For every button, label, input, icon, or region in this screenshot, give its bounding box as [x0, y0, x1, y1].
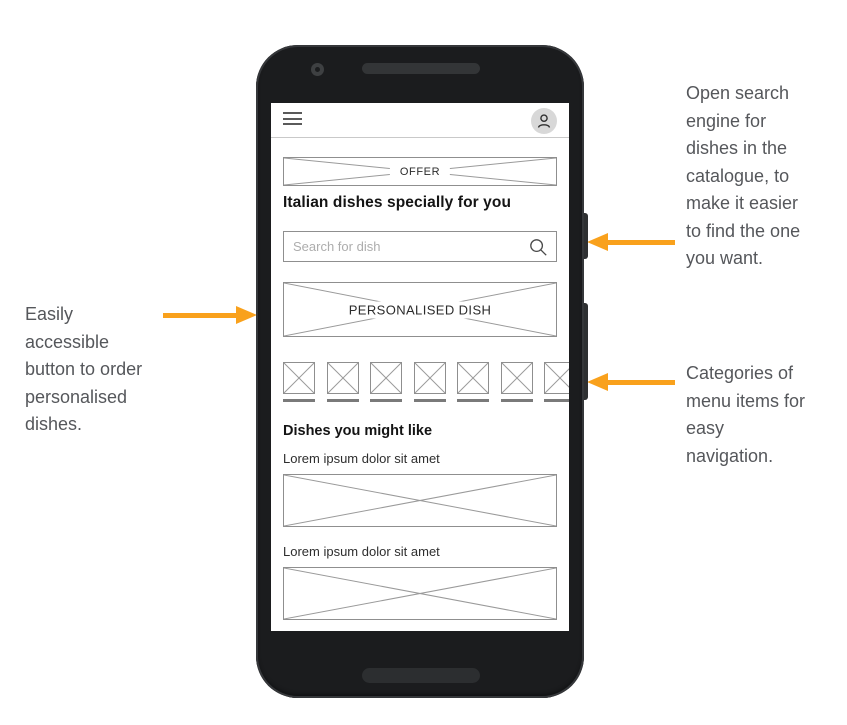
- magnifier-icon[interactable]: [529, 238, 548, 257]
- category-list: [283, 362, 569, 402]
- dish-caption: Lorem ipsum dolor sit amet: [283, 451, 440, 466]
- category-item[interactable]: [501, 362, 533, 402]
- earpiece-speaker: [362, 63, 480, 74]
- dish-caption: Lorem ipsum dolor sit amet: [283, 544, 440, 559]
- profile-avatar[interactable]: [531, 108, 557, 134]
- category-underline: [544, 399, 569, 402]
- dish-image-placeholder[interactable]: [283, 474, 557, 527]
- dish-image-placeholder[interactable]: [283, 567, 557, 620]
- annotation-categories: Categories of menu items for easy navigation.: [686, 363, 806, 466]
- category-item[interactable]: [457, 362, 489, 402]
- category-underline: [501, 399, 533, 402]
- category-item[interactable]: [283, 362, 315, 402]
- front-camera: [311, 63, 324, 76]
- category-underline: [457, 399, 489, 402]
- offer-banner-label: OFFER: [390, 165, 450, 179]
- app-bar: [271, 103, 569, 138]
- category-underline: [370, 399, 402, 402]
- section-title-suggested: Dishes you might like: [283, 423, 433, 439]
- app-screen: [271, 103, 569, 631]
- person-icon: [535, 112, 553, 130]
- personalised-dish-label: PERSONALISED DISH: [339, 301, 502, 318]
- annotation-search-engine: Open search engine for dishes in the catalogue, to make it easier to find the one you want.: [686, 83, 801, 268]
- category-image-placeholder: [457, 362, 489, 394]
- search-bar: [283, 231, 557, 262]
- category-image-placeholder: [414, 362, 446, 394]
- category-image-placeholder: [501, 362, 533, 394]
- category-image-placeholder: [327, 362, 359, 394]
- category-item[interactable]: [544, 362, 569, 402]
- category-image-placeholder: [544, 362, 569, 394]
- category-image-placeholder: [283, 362, 315, 394]
- category-item[interactable]: [370, 362, 402, 402]
- arrow-right-icon: [163, 306, 257, 325]
- category-underline: [327, 399, 359, 402]
- offer-banner[interactable]: [283, 157, 557, 186]
- category-underline: [283, 399, 315, 402]
- hamburger-menu-icon[interactable]: [283, 112, 302, 129]
- category-image-placeholder: [370, 362, 402, 394]
- arrow-left-icon: [587, 373, 675, 392]
- category-underline: [414, 399, 446, 402]
- arrow-left-icon: [587, 233, 675, 252]
- personalised-dish-button[interactable]: [283, 282, 557, 337]
- category-item[interactable]: [327, 362, 359, 402]
- search-input[interactable]: [284, 232, 556, 261]
- section-title-personal: Italian dishes specially for you: [283, 194, 512, 211]
- bottom-speaker: [362, 668, 480, 683]
- category-item[interactable]: [414, 362, 446, 402]
- annotation-personalised-button: Easily accessible button to order personalised dishes.: [25, 304, 143, 434]
